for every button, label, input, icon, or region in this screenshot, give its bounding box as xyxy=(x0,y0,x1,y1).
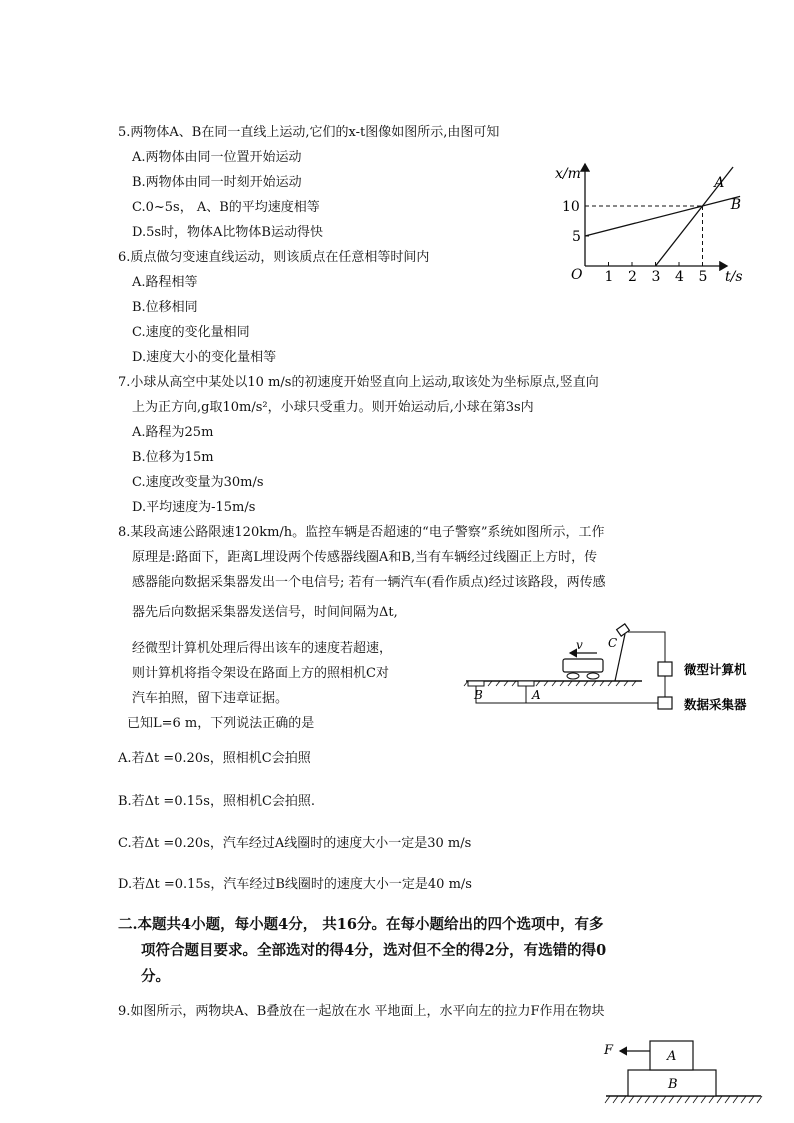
line-a-label: A xyxy=(714,174,725,191)
block-a-label: A xyxy=(667,1049,677,1064)
q8-line8: 已知L=6 m，下列说法正确的是 xyxy=(127,716,315,731)
q7-option-a: A.路程为25m xyxy=(132,425,214,440)
collector-label: 数据采集器 xyxy=(684,697,747,712)
origin-label: O xyxy=(571,267,583,283)
camera-wire xyxy=(628,632,665,662)
road-hatching xyxy=(464,681,636,686)
q7-option-b: B.位移为15m xyxy=(132,450,214,465)
line-b-label: B xyxy=(730,197,741,213)
section2-line1: 二.本题共4小题，每小题4分， 共16分。在每小题给出的四个选项中，有多 xyxy=(118,916,604,933)
t-tick-label-1: 1 xyxy=(604,269,614,285)
q7-stem-line1: 7.小球从高空中某处以10 m/s的初速度开始竖直向上运动,取该处为坐标原点,竖直向 xyxy=(118,375,599,390)
q8-line5: 经微型计算机处理后得出该车的速度若超速， xyxy=(132,641,393,656)
t-tick-label-4: 4 xyxy=(675,269,684,285)
q8-line2: 原理是:路面下，距离L埋设两个传感器线圈A和B,当有车辆经过线圈正上方时，传 xyxy=(132,550,598,565)
q5-option-c: C.0~5s， A、B的平均速度相等 xyxy=(132,200,320,215)
q8-line4: 器先后向数据采集器发送信号，时间间隔为Δt, xyxy=(132,605,398,620)
coil-a xyxy=(518,681,534,686)
q8-option-a: A.若Δt =0.20s，照相机C会拍照 xyxy=(118,751,311,766)
coil-a-label: A xyxy=(532,688,541,702)
q8-line7: 汽车拍照，留下违章证据。 xyxy=(132,691,289,706)
computer-label: 微型计算机 xyxy=(684,662,747,677)
camera-c xyxy=(617,624,630,636)
computer-box xyxy=(658,662,672,676)
q8-option-d: D.若Δt =0.15s，汽车经过B线圈时的速度大小一定是40 m/s xyxy=(118,877,472,892)
xt-graph xyxy=(555,158,755,283)
q8-line6: 则计算机将指令架设在路面上方的照相机C对 xyxy=(132,666,389,681)
t-tick-label-3: 3 xyxy=(651,269,661,285)
q6-option-b: B.位移相同 xyxy=(132,300,198,315)
q9-stem: 9.如图所示，两物块A、B叠放在一起放在水 平地面上，水平向左的拉力F作用在物块 xyxy=(118,1004,605,1019)
section2-line3: 分。 xyxy=(141,968,170,985)
ground-hatching xyxy=(605,1096,762,1103)
speed-camera-diagram xyxy=(462,622,762,717)
x-tick-label-5: 5 xyxy=(572,229,581,245)
q8-option-c: C.若Δt =0.20s，汽车经过A线圈时的速度大小一定是30 m/s xyxy=(118,836,472,851)
car xyxy=(563,659,603,672)
t-tick-label-5: 5 xyxy=(698,269,708,285)
q8-line3: 感器能向数据采集器发出一个电信号; 若有一辆汽车(看作质点)经过该路段，两传感 xyxy=(132,575,606,590)
q6-option-d: D.速度大小的变化量相等 xyxy=(132,350,277,365)
section2-line2: 项符合题目要求。全部选对的得4分，选对但不全的得2分，有选错的得0 xyxy=(141,942,607,959)
camera-label: C xyxy=(608,636,618,650)
collector-box xyxy=(658,697,672,709)
x-tick-label-10: 10 xyxy=(562,199,580,215)
coil-b-label: B xyxy=(474,688,483,702)
series-line-b xyxy=(585,196,740,236)
q6-stem: 6.质点做匀变速直线运动，则该质点在任意相等时间内 xyxy=(118,250,430,265)
q7-option-c: C.速度改变量为30m/s xyxy=(132,475,264,490)
q7-stem-line2: 上为正方向,g取10m/s²，小球只受重力。则开始运动后,小球在第3s内 xyxy=(132,400,534,415)
q8-option-b: B.若Δt =0.15s，照相机C会拍照. xyxy=(118,794,316,809)
q7-option-d: D.平均速度为-15m/s xyxy=(132,500,256,515)
coil-b xyxy=(468,681,484,686)
q5-option-b: B.两物体由同一时刻开始运动 xyxy=(132,175,302,190)
signal-wire xyxy=(476,686,665,703)
block-b-label: B xyxy=(668,1077,678,1092)
q6-option-a: A.路程相等 xyxy=(132,275,198,290)
t-axis-label: t/s xyxy=(725,269,743,285)
x-axis-label: x/m xyxy=(555,166,581,182)
t-tick-label-2: 2 xyxy=(628,269,637,285)
blocks-diagram xyxy=(596,1040,766,1110)
q5-option-a: A.两物体由同一位置开始运动 xyxy=(132,150,302,165)
q5-stem: 5.两物体A、B在同一直线上运动,它们的x-t图像如图所示,由图可知 xyxy=(118,125,500,140)
q5-option-d: D.5s时，物体A比物体B运动得快 xyxy=(132,225,323,240)
velocity-label: v xyxy=(576,638,583,652)
q6-option-c: C.速度的变化量相同 xyxy=(132,325,250,340)
q8-line1: 8.某段高速公路限速120km/h。监控车辆是否超速的“电子警察”系统如图所示，工作 xyxy=(118,525,605,540)
force-label: F xyxy=(604,1043,614,1058)
